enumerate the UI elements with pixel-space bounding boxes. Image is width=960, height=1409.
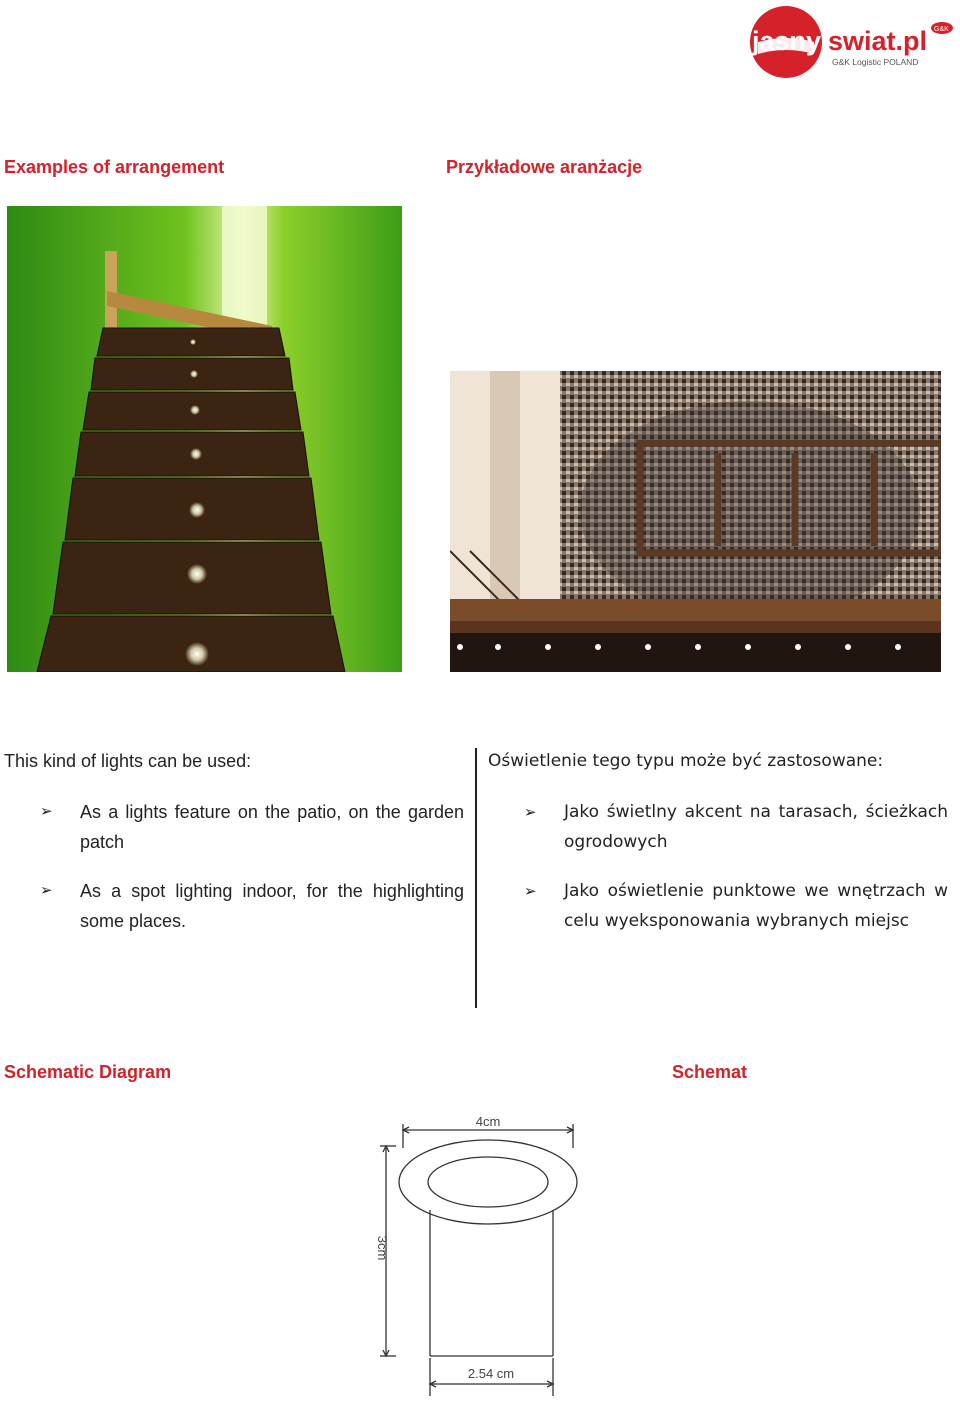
list-item [40, 876, 464, 936]
dim-side-label: 3cm [375, 1235, 390, 1261]
arrow-bullet-icon: ➢ [524, 882, 537, 900]
brand-logo[interactable] [748, 2, 958, 80]
usage-lead-pl: Oświetlenie tego typu może być zastosowane: [488, 751, 884, 771]
arrow-bullet-icon: ➢ [40, 803, 53, 820]
logo-brand-left: jasny [752, 26, 822, 56]
logo-badge: G&K [934, 26, 949, 33]
interior-bench-photo [450, 371, 941, 672]
list-item [524, 797, 948, 857]
arrangement-heading-en: Examples of arrangement [4, 157, 225, 177]
list-item [524, 876, 948, 936]
logo-tagline: G&K Logistic POLAND [832, 57, 919, 67]
usage-list-en [40, 797, 464, 936]
dim-bottom-label: 2.54 cm [467, 1366, 515, 1381]
usage-lead-en: This kind of lights can be used: [4, 751, 252, 771]
usage-list-pl [524, 797, 948, 936]
column-divider [475, 748, 477, 1008]
usage-item-en-1: As a lights feature on the patio, on the garden patch [80, 802, 464, 852]
usage-item-en-2: As a spot lighting indoor, for the highlighting some places. [80, 881, 464, 931]
dim-top-label: 4cm [475, 1114, 501, 1129]
list-item [40, 797, 464, 857]
arrangement-heading-pl: Przykładowe aranżacje [446, 157, 643, 177]
usage-item-pl-2: Jako oświetlenie punktowe we wnętrzach w celu wyeksponowania wybranych miejsc [564, 881, 948, 931]
usage-item-pl-1: Jako świetlny akcent na tarasach, ścieżkach ogrodowych [564, 802, 948, 852]
staircase-photo [7, 206, 402, 672]
arrow-bullet-icon: ➢ [524, 803, 537, 821]
logo-brand-right: swiat.pl [828, 26, 928, 56]
schematic-heading-pl: Schemat [672, 1062, 748, 1082]
arrow-bullet-icon: ➢ [40, 882, 53, 899]
schematic-heading-en: Schematic Diagram [4, 1062, 172, 1082]
schematic-diagram [360, 1108, 590, 1404]
